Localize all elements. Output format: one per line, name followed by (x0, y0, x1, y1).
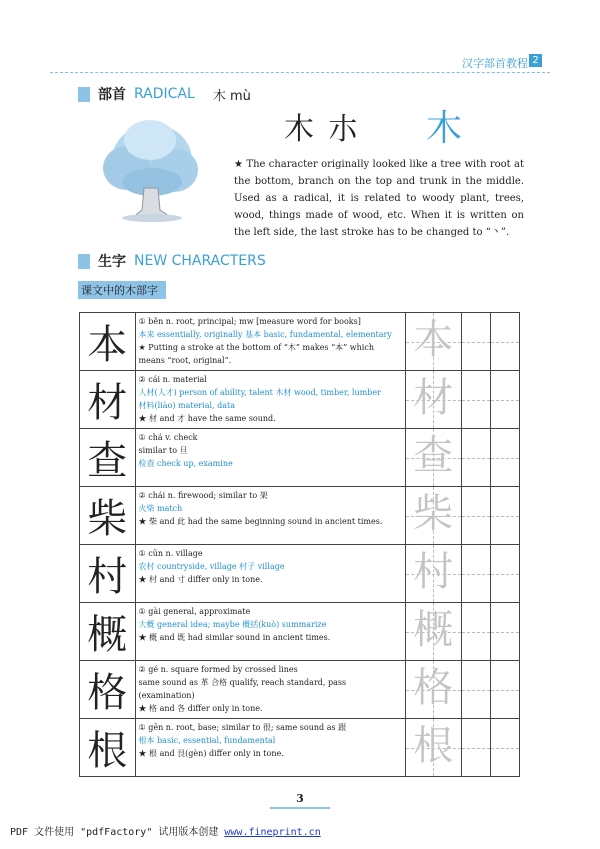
ancient-form-2: 朩 (328, 111, 358, 147)
character-glyph: 查 (80, 429, 136, 487)
radical-heading (78, 84, 251, 104)
lesson-tag: 课文中的木部字 (78, 281, 166, 299)
character-row (80, 719, 520, 777)
character-row (80, 429, 520, 487)
info-line: 本来 essentially, originally 基本 basic, fundamental, elementary (138, 330, 392, 339)
practice-cell[interactable] (461, 719, 490, 777)
info-line: ★ 概 and 既 had similar sound in ancient times. (138, 633, 331, 642)
footer-text: PDF 文件使用 "pdfFactory" 试用版本创建 (10, 827, 225, 838)
practice-cell[interactable] (490, 545, 519, 603)
character-row (80, 661, 520, 719)
volume-badge: 2 (529, 54, 542, 67)
tracing-glyph: 格 (413, 665, 454, 711)
radical-heading-cn: 部首 (98, 87, 126, 103)
info-line: ★ 村 and 寸 differ only in tone. (138, 575, 263, 584)
character-row (80, 603, 520, 661)
tracing-cell[interactable] (405, 429, 461, 487)
info-line: ① gài general, approximate (138, 607, 251, 616)
practice-cell[interactable] (461, 661, 490, 719)
new-characters-heading (78, 251, 284, 271)
character-info (135, 371, 405, 429)
character-info (135, 429, 405, 487)
info-line: ② gé n. square formed by crossed lines (138, 665, 298, 674)
character-glyph: 根 (80, 719, 136, 777)
radical-heading-en: RADICAL (134, 86, 195, 102)
radical-description: ★ The character originally looked like a tree with root at the bottom, branch on the top and trunk in the middle. Used as a radical, it is related to woody plant, trees, wood, things made of wood, etc. When it is written on the left side, the last stroke has to be changed to “丶”. (234, 159, 524, 238)
info-line: 农村 countryside, village 村子 village (138, 562, 285, 571)
character-glyph: 格 (80, 661, 136, 719)
page-number-text: 3 (296, 792, 304, 805)
info-line: ② cái n. material (138, 375, 207, 384)
info-line: ★ 根 and 艮(gèn) differ only in tone. (138, 749, 284, 758)
info-line: ★ Putting a stroke at the bottom of “木” makes “本” which means “root, original”. (138, 343, 374, 365)
heading-marker (78, 254, 90, 269)
practice-cell[interactable] (490, 661, 519, 719)
tracing-cell[interactable] (405, 371, 461, 429)
info-line: 大概 general idea; maybe 概括(kuò) summarize (138, 620, 327, 629)
new-heading-cn: 生字 (98, 254, 126, 270)
page-number (0, 792, 600, 809)
info-line: ★ 柴 and 此 had the same beginning sound in ancient times. (138, 517, 383, 526)
info-line: 检查 check up, examine (138, 459, 233, 468)
footer-link[interactable]: www.fineprint.cn (224, 827, 321, 838)
pdf-footer (10, 823, 321, 838)
character-info (135, 313, 405, 371)
practice-cell[interactable] (490, 313, 519, 371)
character-info (135, 661, 405, 719)
character-row (80, 487, 520, 545)
character-row (80, 313, 520, 371)
info-line: ★ 材 and 才 have the same sound. (138, 414, 276, 423)
series-title: 汉字部首教程 (462, 57, 528, 70)
practice-cell[interactable] (490, 487, 519, 545)
tracing-cell[interactable] (405, 719, 461, 777)
info-line: ① gēn n. root, base; similar to 很; same sound as 跟 (138, 723, 347, 732)
page-number-underline (270, 807, 330, 809)
tracing-glyph: 村 (413, 549, 454, 595)
radical-evolution (284, 100, 462, 151)
tracing-cell[interactable] (405, 545, 461, 603)
info-line: ★ 格 and 各 differ only in tone. (138, 704, 263, 713)
tracing-cell[interactable] (405, 661, 461, 719)
character-info (135, 603, 405, 661)
heading-marker (78, 87, 90, 102)
radical-char: 木 mù (212, 88, 251, 104)
practice-cell[interactable] (461, 371, 490, 429)
character-row (80, 545, 520, 603)
tracing-glyph: 概 (413, 607, 454, 653)
info-line: similar to 旦 (138, 446, 188, 455)
practice-cell[interactable] (461, 603, 490, 661)
tracing-glyph: 材 (413, 375, 454, 421)
info-line: ② chái n. firewood; similar to 架 (138, 491, 268, 500)
character-glyph: 概 (80, 603, 136, 661)
tracing-cell[interactable] (405, 487, 461, 545)
character-glyph: 本 (80, 313, 136, 371)
modern-form: 木 (426, 108, 463, 149)
tracing-glyph: 本 (413, 317, 454, 363)
info-line: ① cūn n. village (138, 549, 203, 558)
character-row (80, 371, 520, 429)
info-line: 人材(人才) person of ability, talent 木材 wood, timber, lumber (138, 388, 381, 397)
info-line: same sound as 革 合格 qualify, reach standard, pass (examination) (138, 678, 347, 700)
character-table (79, 312, 520, 777)
tree-illustration (92, 110, 212, 225)
practice-cell[interactable] (461, 313, 490, 371)
new-heading-en: NEW CHARACTERS (134, 253, 266, 269)
info-line: 火柴 match (138, 504, 183, 513)
practice-cell[interactable] (490, 371, 519, 429)
character-info (135, 545, 405, 603)
ancient-form-1: ⽊ (284, 111, 314, 147)
character-glyph: 村 (80, 545, 136, 603)
tracing-glyph: 根 (413, 723, 454, 769)
tracing-glyph: 柴 (413, 491, 454, 537)
info-line: ① chá v. check (138, 433, 198, 442)
character-info (135, 487, 405, 545)
character-glyph: 材 (80, 371, 136, 429)
tracing-cell[interactable] (405, 603, 461, 661)
practice-cell[interactable] (490, 429, 519, 487)
character-info (135, 719, 405, 777)
info-line: 根本 basic, essential, fundamental (138, 736, 276, 745)
character-glyph: 柴 (80, 487, 136, 545)
info-line: 材料(liào) material, data (138, 401, 235, 410)
info-line: ① běn n. root, principal; mw [measure word for books] (138, 317, 361, 326)
tracing-glyph: 查 (413, 433, 454, 479)
practice-cell[interactable] (461, 487, 490, 545)
practice-cell[interactable] (490, 719, 519, 777)
practice-cell[interactable] (461, 545, 490, 603)
header-divider (50, 72, 550, 73)
practice-cell[interactable] (461, 429, 490, 487)
tracing-cell[interactable] (405, 313, 461, 371)
practice-cell[interactable] (490, 603, 519, 661)
